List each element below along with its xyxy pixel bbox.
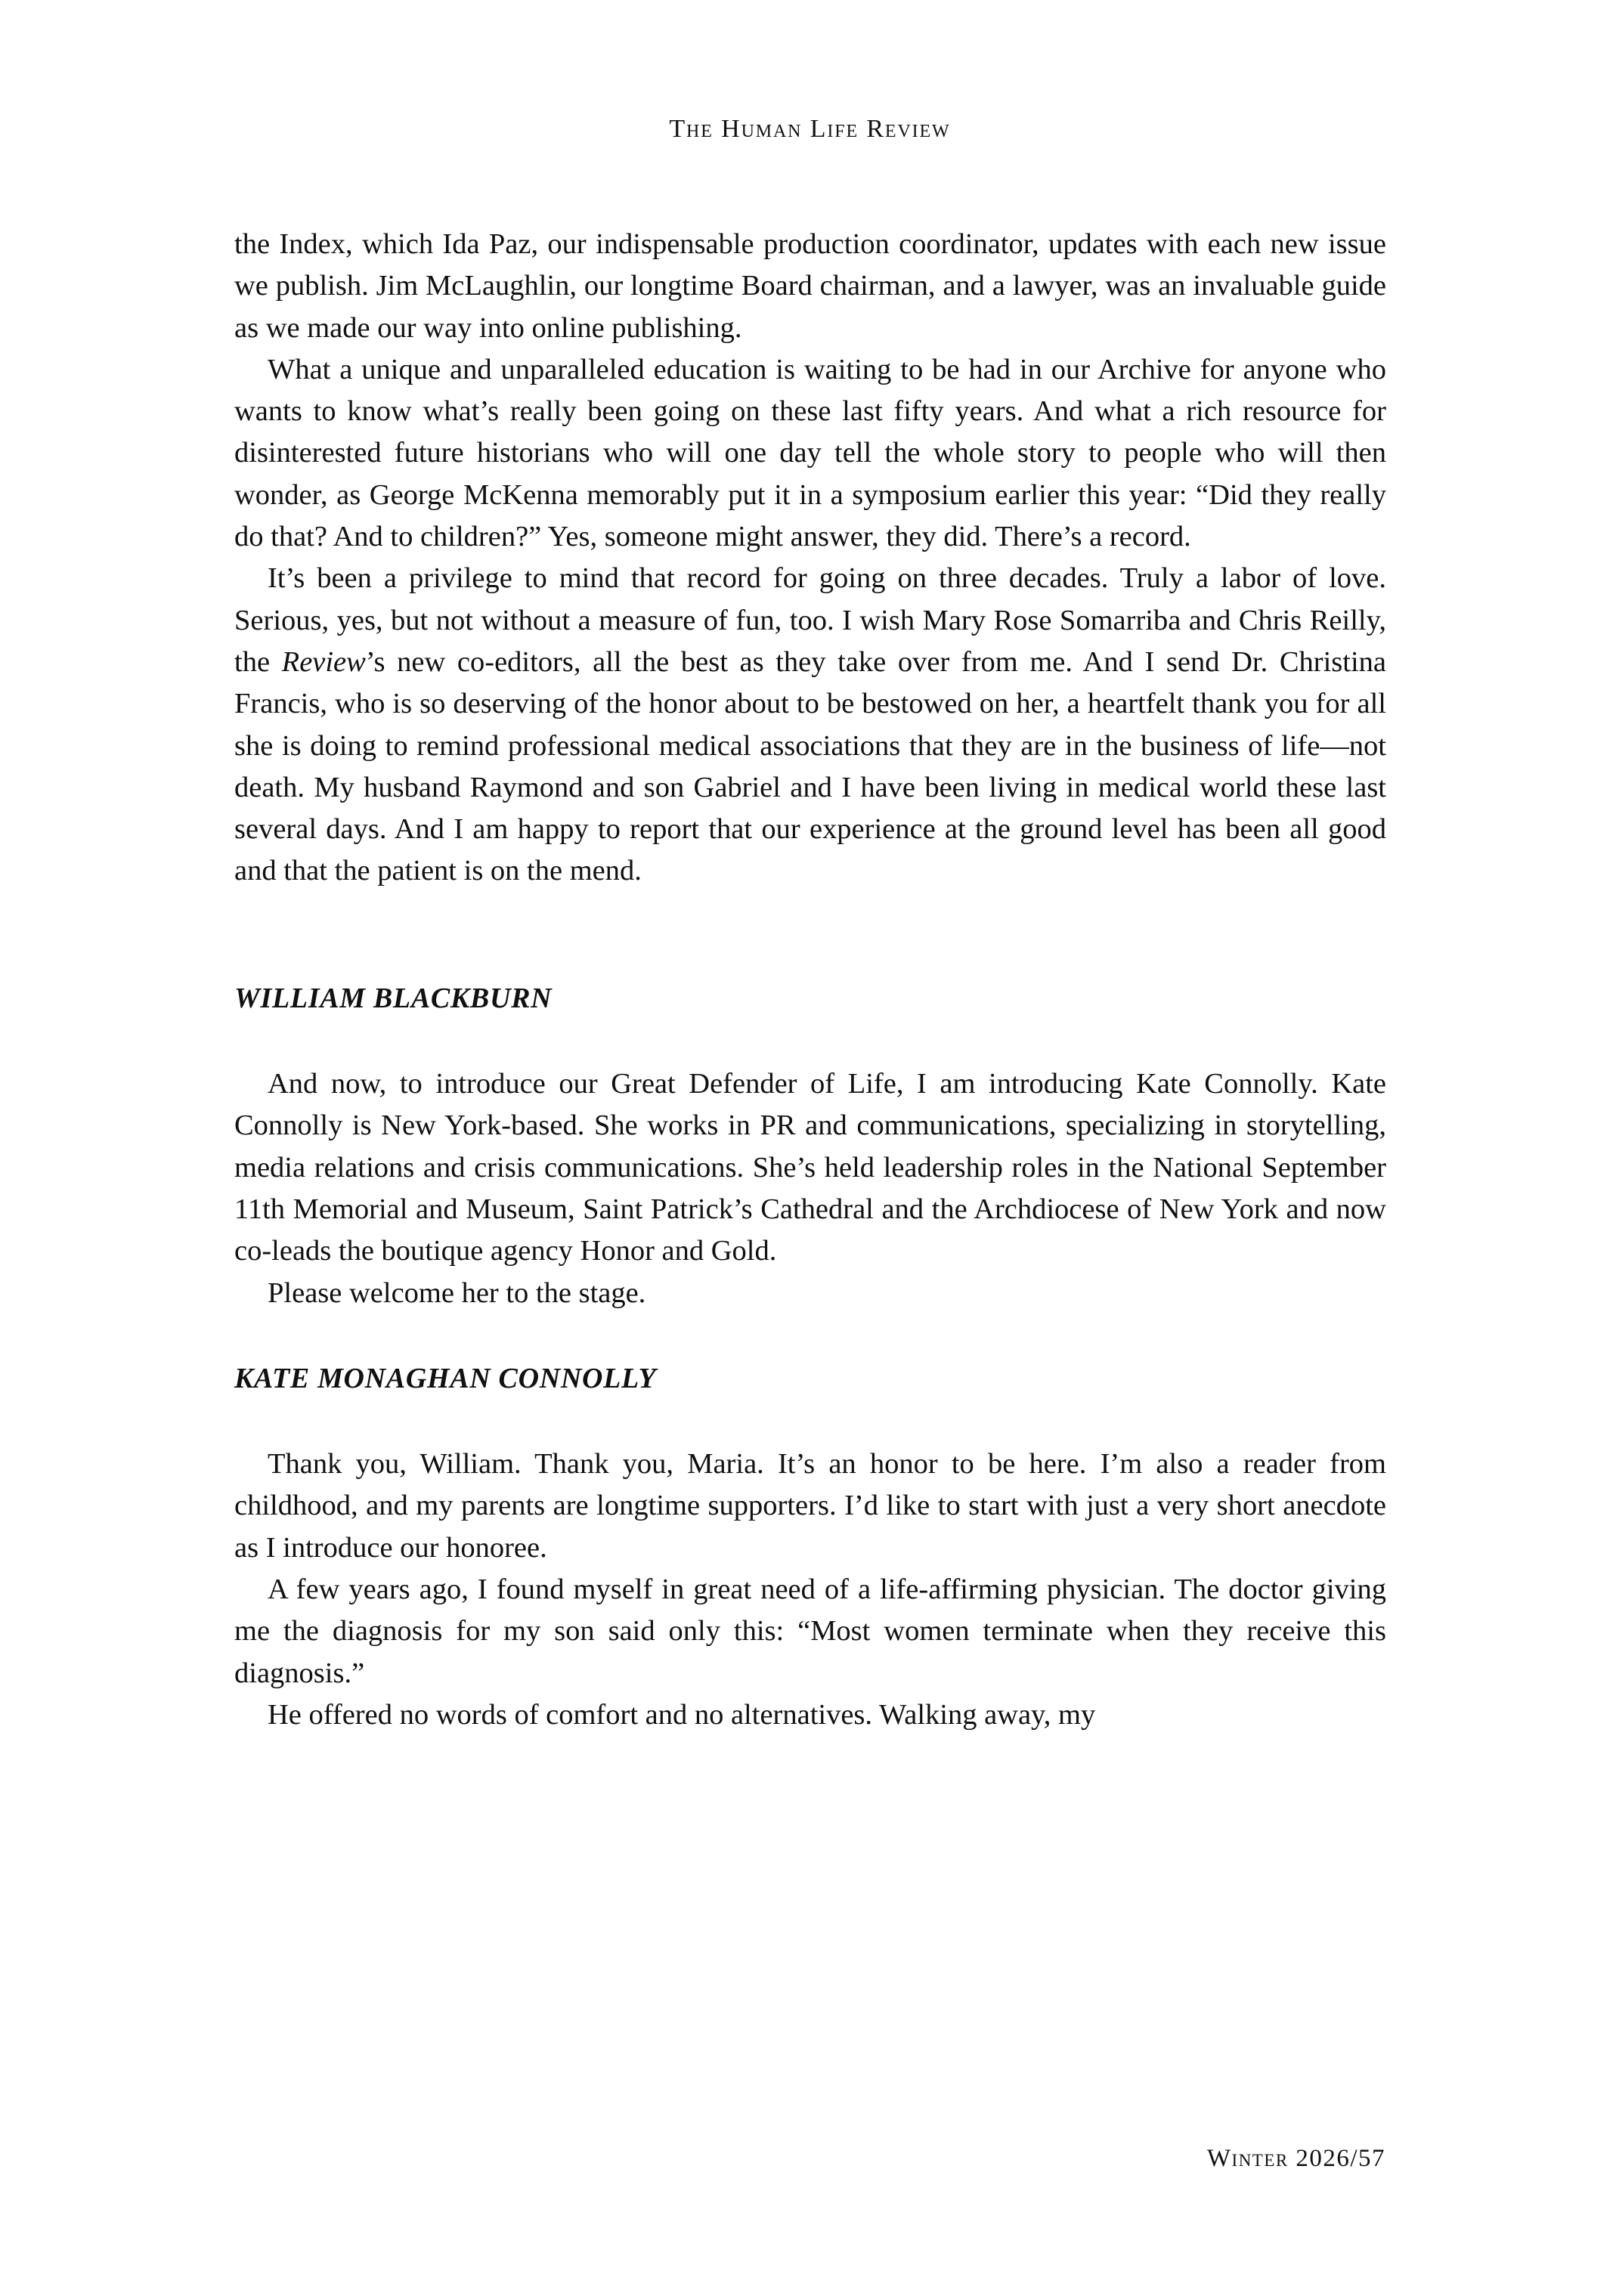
- paragraph-few-years-ago: A few years ago, I found myself in great need of a life-affirming physician. The doctor giving me the diagnosis for my son said only this: “Most women terminate when they receive this diagnosis.”: [234, 1573, 1386, 1689]
- spacer-after-speaker-1: [234, 1020, 1386, 1063]
- paragraph-thank-you: Thank you, William. Thank you, Maria. It’s an honor to be here. I’m also a reader from childhood, and my parents are longtime supporters. I’d like to start with just a very short anecdote as I introduce our honoree.: [234, 1448, 1386, 1564]
- paragraph-privilege: [234, 558, 1386, 892]
- paragraph-continuation: the Index, which Ida Paz, our indispensable production coordinator, updates with each new issue we publish. Jim McLaughlin, our longtime Board chairman, and a lawyer, was an invaluable guide as we made our way into online publishing.: [234, 228, 1386, 344]
- running-head: The Human Life Review: [669, 115, 951, 143]
- speaker-heading-kate-monaghan-connolly: KATE MONAGHAN CONNOLLY: [234, 1362, 657, 1394]
- spacer-before-speaker-1: [234, 893, 1386, 978]
- review-italic: Review: [281, 645, 366, 678]
- speaker-heading-william-blackburn: WILLIAM BLACKBURN: [234, 982, 553, 1014]
- paragraph-archive: What a unique and unparalleled education is waiting to be had in our Archive for anyone who wants to know what’s really been going on these last fifty years. And what a rich resource for disinterested future historians who will one day tell the whole story to people who will then wonder, as George McKenna memorably put it in a symposium earlier this year: “Did they really do that? And to children?” Yes, someone might answer, they did. There’s a record.: [234, 353, 1386, 553]
- paragraph-welcome-stage: Please welcome her to the stage.: [268, 1276, 646, 1309]
- page-folio: Winter 2026/57: [1206, 2145, 1385, 2172]
- paragraph-privilege-part1: It’s been a privilege to mind that record for going on three decades. Truly a labor of love. Serious, yes, but not without a measure of fun, too. I wish Mary Rose Somarriba and Chris Reilly, the: [234, 562, 1386, 678]
- paragraph-introduce-kate: And now, to introduce our Great Defender of Life, I am introducing Kate Connolly. Kate Connolly is New York-based. She works in PR and communications, specializing in storytelling, media relations and crisis communications. She’s held leadership roles in the National September 11th Memorial and Museum, Saint Patrick’s Cathedral and the Archdiocese of New York and now co-leads the boutique agency Honor and Gold.: [234, 1068, 1386, 1267]
- paragraph-no-words-of-comfort: He offered no words of comfort and no alternatives. Walking away, my: [268, 1698, 1096, 1731]
- paragraph-privilege-part2: ’s new co-editors, all the best as they take over from me. And I send Dr. Christina Francis, who is so deserving of the honor about to be bestowed on her, a heartfelt thank you for all she is doing to remind professional medical associations that they are in the business of life—not death. My husband Raymond and son Gabriel and I have been living in medical world these last several days. And I am happy to report that our experience at the ground level has been all good and that the patient is on the mend.: [234, 645, 1386, 887]
- spacer-before-speaker-2: [234, 1314, 1386, 1358]
- spacer-after-speaker-2: [234, 1400, 1386, 1444]
- text-column: [234, 224, 1386, 1736]
